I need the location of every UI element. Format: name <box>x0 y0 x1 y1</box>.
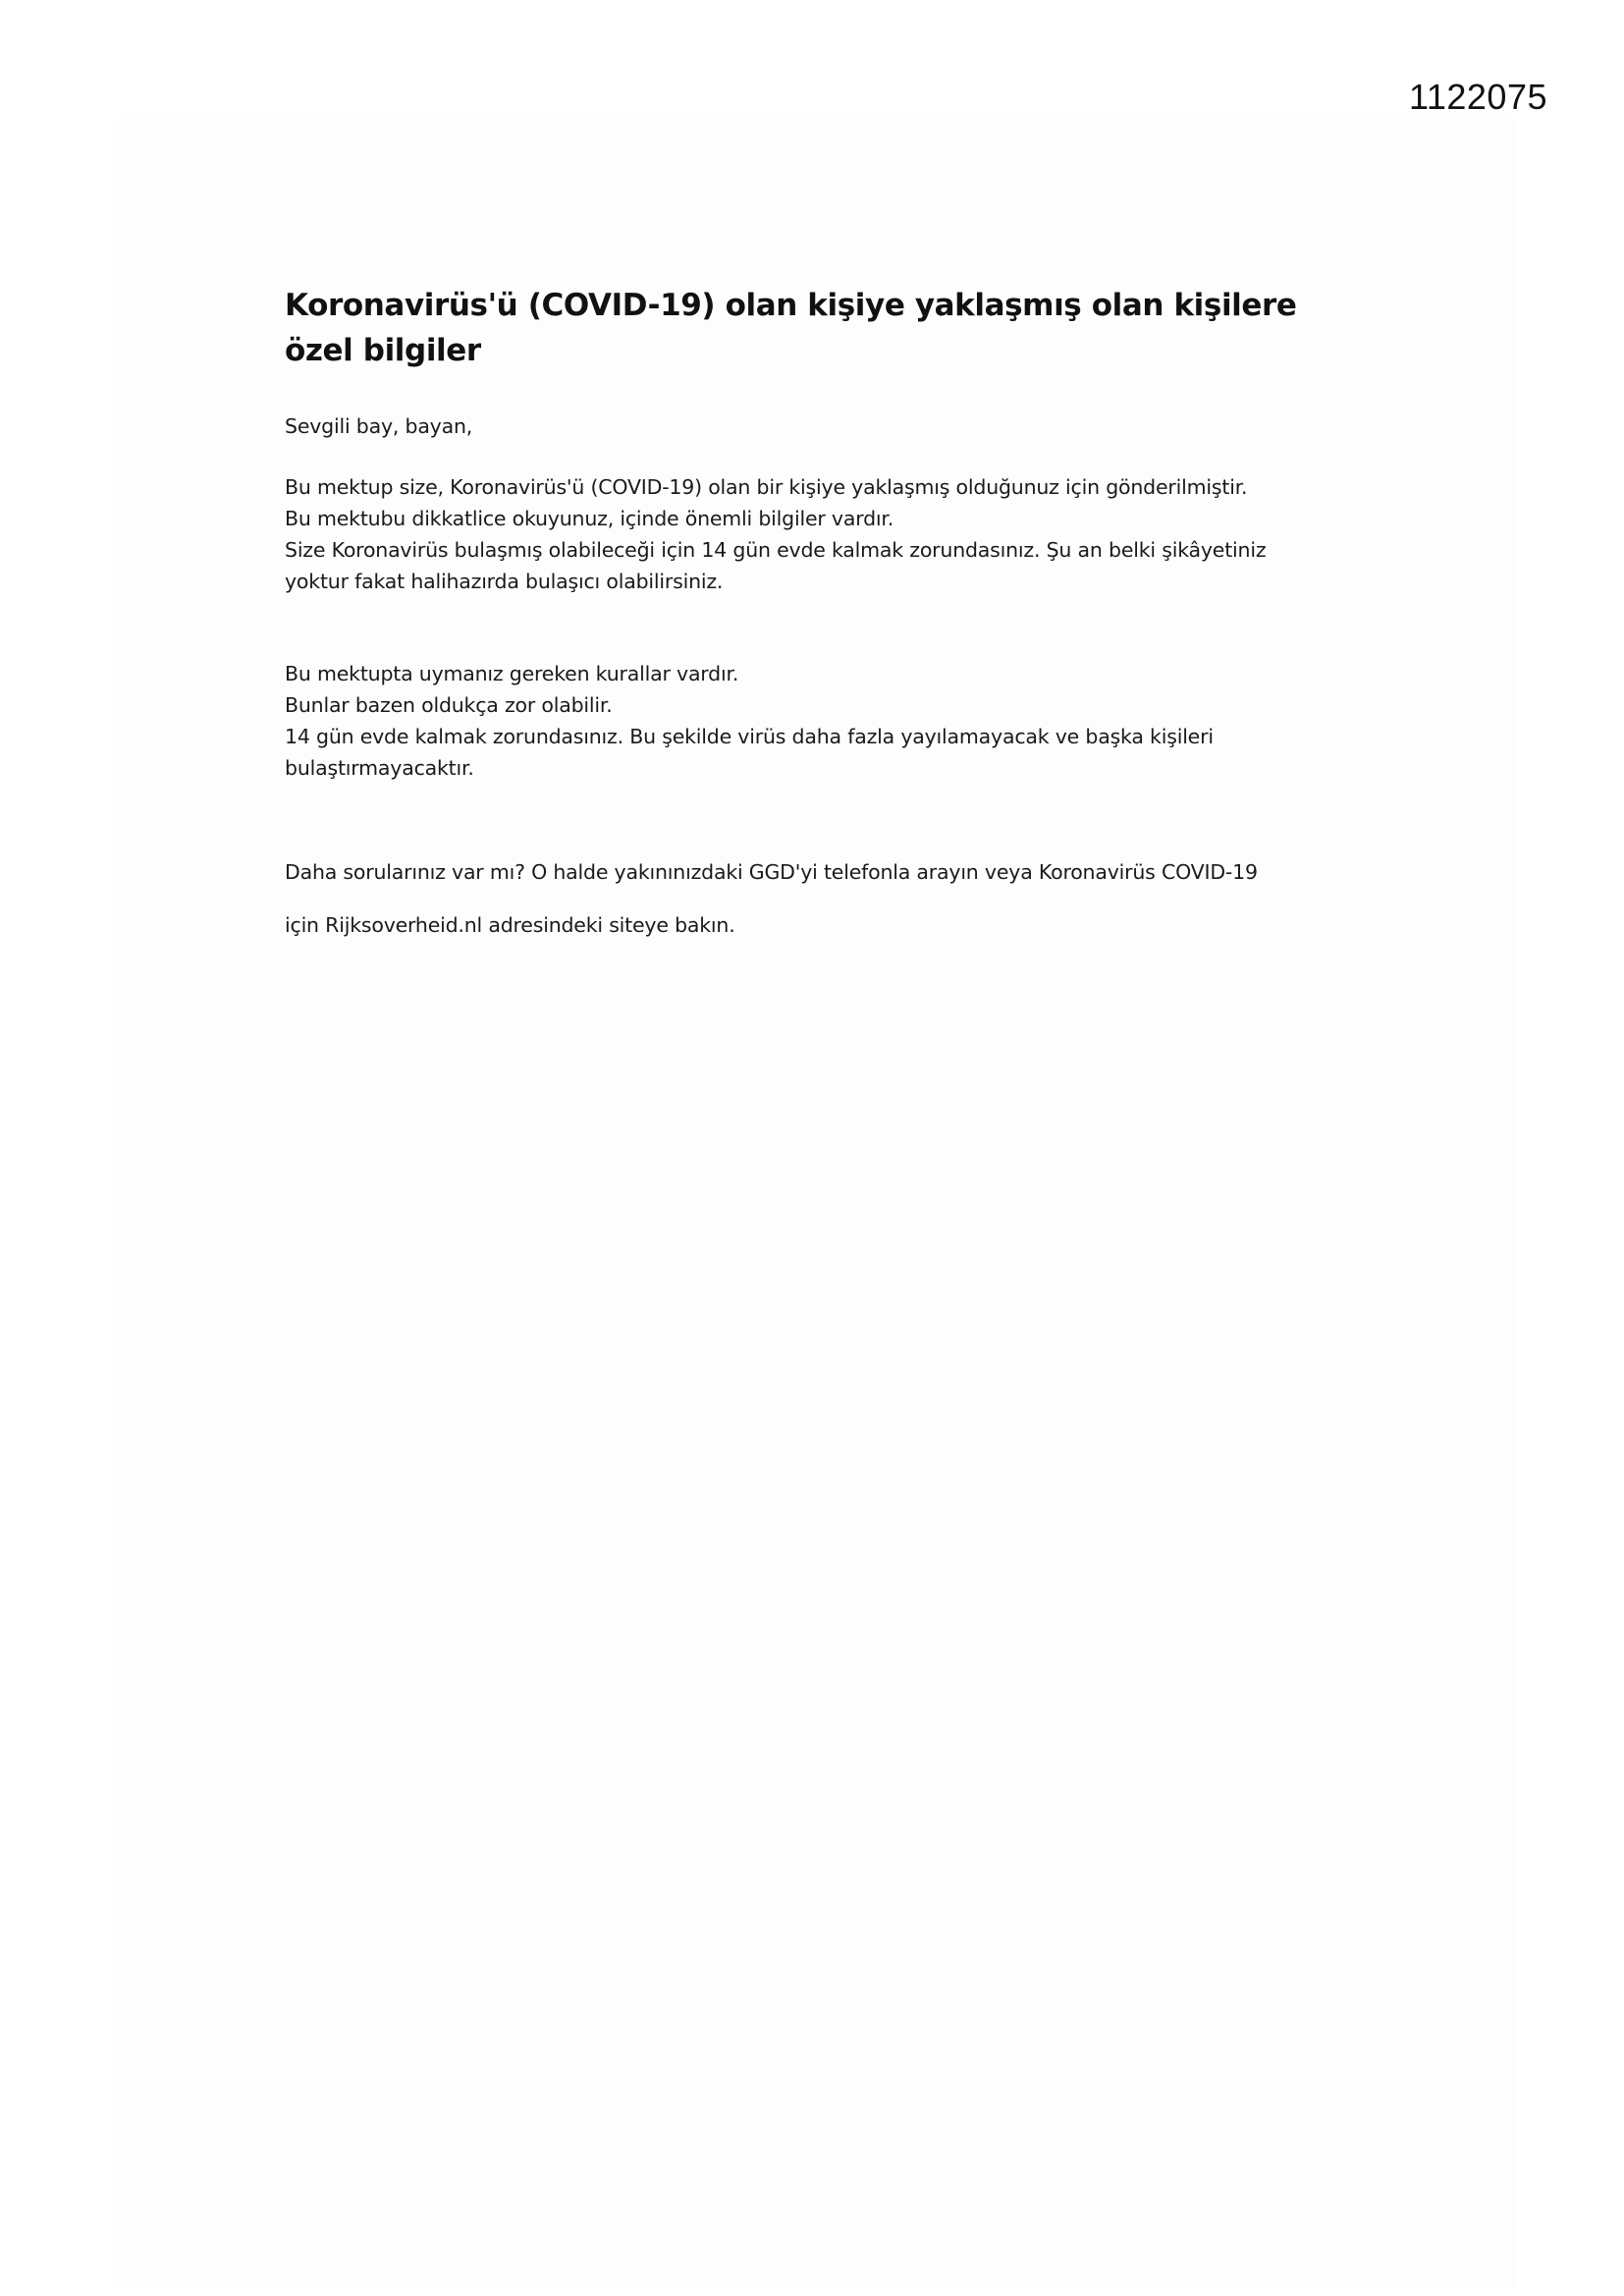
rules-line-3: 14 gün evde kalmak zorundasınız. Bu şekilde virüs daha fazla yayılamayacak ve başka kişileri bulaştırmayacaktır. <box>285 725 1214 780</box>
greeting: Sevgili bay, bayan, <box>285 414 473 438</box>
intro-line-3: Size Koronavirüs bulaşmış olabileceği için 14 gün evde kalmak zorundasınız. Şu an belki şikâyetiniz yoktur fakat halihazırda bulaşıcı olabilirsiniz. <box>285 538 1267 593</box>
letter-title: Koronavirüs'ü (COVID-19) olan kişiye yaklaşmış olan kişilere özel bilgiler <box>285 288 1297 368</box>
rules-line-1: Bu mektupta uymanız gereken kurallar vardır. <box>285 662 739 685</box>
paragraph-rules <box>285 658 1326 784</box>
intro-line-1: Bu mektup size, Koronavirüs'ü (COVID-19) olan bir kişiye yaklaşmış olduğunuz için gönderilmiştir. <box>285 475 1248 499</box>
letter-body <box>285 283 1326 941</box>
closing-line-1: Daha sorularınız var mı? O halde yakınınızdaki GGD'yi telefonla arayın veya Koronavirüs COVID-19 <box>285 860 1258 884</box>
document-number: 1122075 <box>1409 77 1547 117</box>
intro-line-2: Bu mektubu dikkatlice okuyunuz, içinde önemli bilgiler vardır. <box>285 507 894 530</box>
paragraph-intro <box>285 471 1326 597</box>
closing-line-2: için Rijksoverheid.nl adresindeki siteye bakın. <box>285 913 735 937</box>
rules-line-2: Bunlar bazen oldukça zor olabilir. <box>285 693 613 717</box>
paragraph-closing <box>285 856 1326 941</box>
